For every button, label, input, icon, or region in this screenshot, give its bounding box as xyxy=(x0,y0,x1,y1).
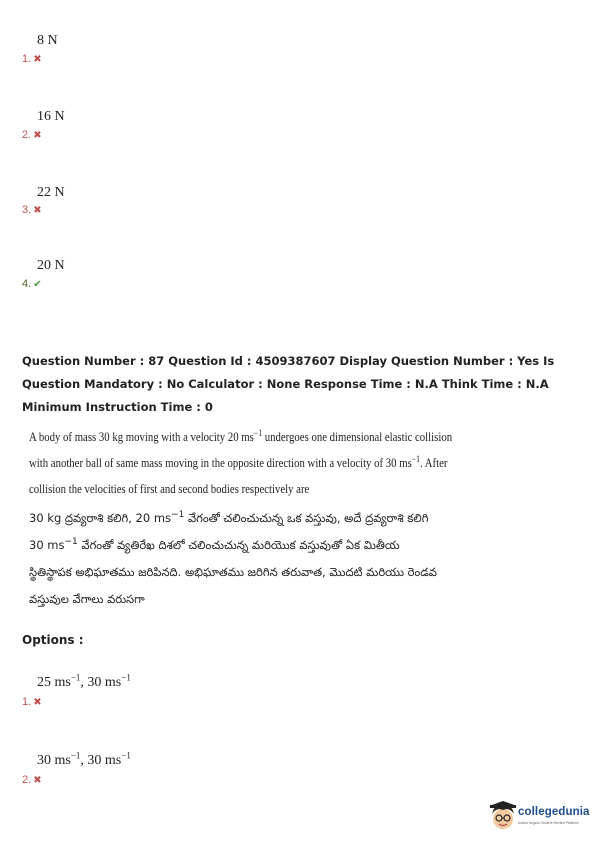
superscript: −1 xyxy=(64,537,78,548)
text-segment: , 30 ms xyxy=(80,675,122,690)
question-line: collision the velocities of first and second bodies respectively are xyxy=(29,482,310,496)
collegedunia-logo xyxy=(488,796,588,836)
option-value: 22 N xyxy=(37,185,65,200)
cross-icon: ✖ xyxy=(33,697,42,708)
text-segment: 30 ms xyxy=(37,753,71,768)
superscript: −1 xyxy=(121,750,131,761)
question-line xyxy=(29,505,459,532)
text-segment: , 30 ms xyxy=(80,753,122,768)
text-segment: 30 kg ద్రవ్యరాశి కలిగి, 20 ms xyxy=(29,511,172,525)
logo-name: collegedunia xyxy=(518,806,590,818)
text-segment: వేగంతో చలించుచున్న ఒక వస్తువు, అదే ద్రవ్యరాశి కలిగి xyxy=(184,511,429,525)
option-value: 8 N xyxy=(37,33,58,48)
text-segment: 25 ms xyxy=(37,675,71,690)
superscript: −1 xyxy=(253,427,263,438)
option-number-wrap xyxy=(22,690,42,709)
cross-icon: ✖ xyxy=(33,130,42,141)
text-segment: 30 ms xyxy=(29,538,65,552)
option-number: 2. xyxy=(22,129,32,141)
option-number-wrap xyxy=(22,198,42,217)
superscript: −1 xyxy=(411,453,420,464)
option-number: 3. xyxy=(22,204,32,216)
option-value xyxy=(37,672,131,691)
question-text-english xyxy=(29,424,453,502)
question-line: వస్తువుల వేగాలు వరుసగా xyxy=(29,592,145,606)
option-number-wrap xyxy=(22,272,42,291)
question-text-telugu xyxy=(29,505,459,613)
option-number: 1. xyxy=(22,53,32,65)
option-number: 1. xyxy=(22,696,32,708)
option-value: 20 N xyxy=(37,258,65,273)
superscript: −1 xyxy=(70,672,81,683)
text-segment: . After xyxy=(419,456,448,470)
question-line xyxy=(29,532,459,559)
superscript: −1 xyxy=(70,750,81,761)
text-segment: వేగంతో వ్యతిరేఖ దిశలో చలించుచున్న మరియొక వస్తువుతో ఏక మితీయ xyxy=(77,538,400,552)
question-line: స్థితిస్థాపక అభిఘాతము జరిపినది. అభిఘాతము జరిగిన తరువాత, మొదటి మరియు రెండవ xyxy=(29,565,437,579)
option-number-wrap xyxy=(22,768,42,787)
option-value xyxy=(37,750,131,769)
text-segment: with another ball of same mass moving in the opposite direction with a velocity of 30 ms xyxy=(29,456,412,470)
check-icon: ✔ xyxy=(33,279,42,290)
option-number-wrap xyxy=(22,47,42,66)
option-value: 16 N xyxy=(37,109,65,124)
option-number: 2. xyxy=(22,774,32,786)
question-header: Question Number : 87 Question Id : 4509387607 Display Question Number : Yes Is Question Mandatory : No Calculator : None Response Time : N.A Think Time : N.A Minimum Instruction Time : 0 xyxy=(22,354,555,414)
superscript: −1 xyxy=(171,510,185,521)
text-segment: undergoes one dimensional elastic collision xyxy=(262,430,453,444)
logo-tagline: India's largest Student Review Platform xyxy=(518,821,579,825)
question-line xyxy=(29,450,448,476)
cross-icon: ✖ xyxy=(33,205,42,216)
option-number-wrap xyxy=(22,123,42,142)
options-label: Options : xyxy=(22,633,84,647)
superscript: −1 xyxy=(121,672,131,683)
text-segment: A body of mass 30 kg moving with a velocity 20 ms xyxy=(29,430,254,444)
option-number: 4. xyxy=(22,278,32,290)
question-line xyxy=(29,424,453,450)
cross-icon: ✖ xyxy=(33,54,42,65)
cross-icon: ✖ xyxy=(33,775,42,786)
mascot-icon xyxy=(488,800,518,832)
